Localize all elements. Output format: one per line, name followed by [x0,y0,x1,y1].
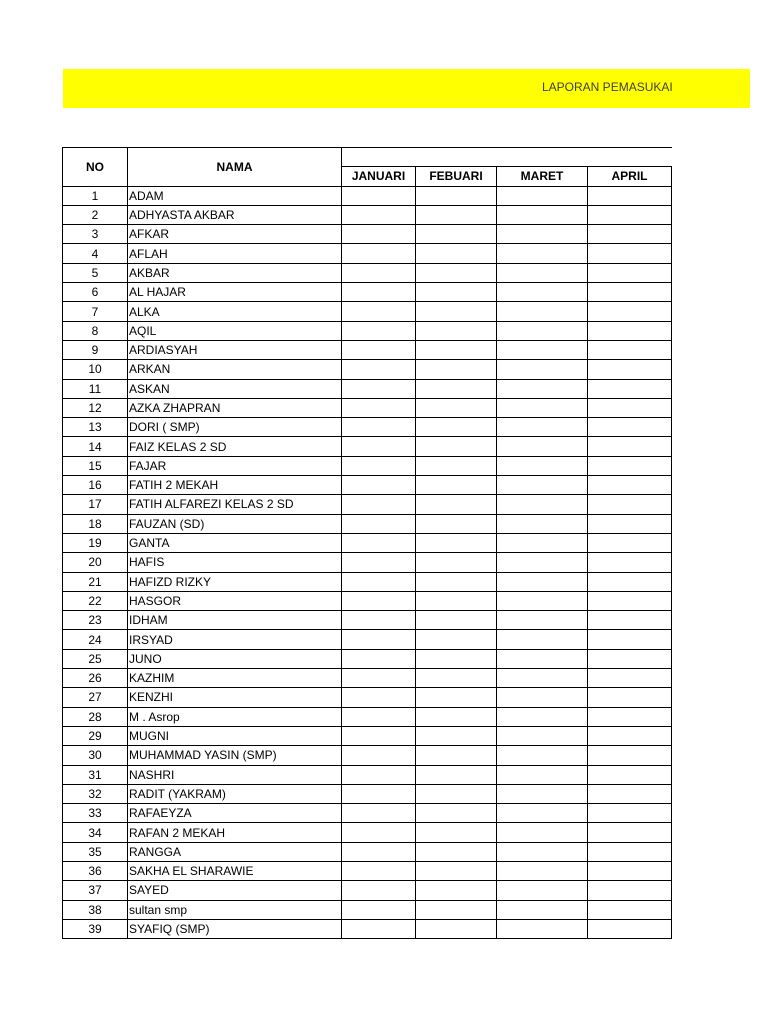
cell-no[interactable]: 6 [63,283,128,302]
cell-no[interactable]: 11 [63,379,128,398]
cell-januari[interactable] [342,707,416,726]
cell-febuari[interactable] [416,263,497,282]
cell-no[interactable]: 9 [63,340,128,359]
table-row [63,900,672,919]
cell-nama[interactable]: KAZHIM [128,669,342,688]
cell-maret[interactable] [497,611,588,630]
cell-maret[interactable] [497,379,588,398]
cell-maret[interactable] [497,360,588,379]
cell-maret[interactable] [497,861,588,880]
cell-april[interactable] [588,495,672,514]
cell-no[interactable]: 21 [63,572,128,591]
cell-maret[interactable] [497,669,588,688]
cell-april[interactable] [588,919,672,938]
cell-febuari[interactable] [416,302,497,321]
cell-maret[interactable] [497,321,588,340]
cell-april[interactable] [588,688,672,707]
cell-febuari[interactable] [416,861,497,880]
cell-febuari[interactable] [416,398,497,417]
cell-januari[interactable] [342,495,416,514]
table-row [63,418,672,437]
cell-januari[interactable] [342,283,416,302]
cell-nama[interactable]: SYAFIQ (SMP) [128,919,342,938]
cell-april[interactable] [588,263,672,282]
cell-febuari[interactable] [416,553,497,572]
cell-febuari[interactable] [416,514,497,533]
header-row-1 [63,148,672,167]
cell-nama[interactable]: SAYED [128,881,342,900]
month-group-header[interactable] [342,148,672,167]
cell-febuari[interactable] [416,379,497,398]
cell-nama[interactable]: AFKAR [128,225,342,244]
cell-maret[interactable] [497,649,588,668]
cell-no[interactable]: 35 [63,842,128,861]
cell-nama[interactable]: MUGNI [128,726,342,745]
cell-april[interactable] [588,765,672,784]
cell-nama[interactable]: FAUZAN (SD) [128,514,342,533]
cell-febuari[interactable] [416,900,497,919]
cell-nama[interactable]: AL HAJAR [128,283,342,302]
table-row [63,572,672,591]
cell-april[interactable] [588,283,672,302]
cell-april[interactable] [588,611,672,630]
report-title-bar [63,69,750,108]
cell-maret[interactable] [497,591,588,610]
cell-maret[interactable] [497,726,588,745]
cell-januari[interactable] [342,321,416,340]
cell-no[interactable]: 17 [63,495,128,514]
cell-maret[interactable] [497,900,588,919]
cell-maret[interactable] [497,302,588,321]
table-row [63,553,672,572]
table-row [63,746,672,765]
table-row [63,379,672,398]
cell-no[interactable]: 30 [63,746,128,765]
cell-no[interactable]: 23 [63,611,128,630]
cell-nama[interactable]: ASKAN [128,379,342,398]
cell-febuari[interactable] [416,881,497,900]
cell-no[interactable]: 29 [63,726,128,745]
cell-maret[interactable] [497,784,588,803]
cell-januari[interactable] [342,456,416,475]
cell-januari[interactable] [342,900,416,919]
cell-no[interactable]: 24 [63,630,128,649]
cell-no[interactable]: 13 [63,418,128,437]
cell-april[interactable] [588,476,672,495]
cell-nama[interactable]: FAIZ KELAS 2 SD [128,437,342,456]
table-row [63,611,672,630]
cell-april[interactable] [588,726,672,745]
cell-no[interactable]: 31 [63,765,128,784]
cell-nama[interactable]: M . Asrop [128,707,342,726]
cell-no[interactable]: 38 [63,900,128,919]
cell-maret[interactable] [497,456,588,475]
table-row [63,823,672,842]
cell-januari[interactable] [342,340,416,359]
cell-januari[interactable] [342,630,416,649]
cell-april[interactable] [588,900,672,919]
cell-febuari[interactable] [416,669,497,688]
cell-maret[interactable] [497,418,588,437]
cell-april[interactable] [588,533,672,552]
cell-januari[interactable] [342,186,416,205]
cell-nama[interactable]: ALKA [128,302,342,321]
cell-januari[interactable] [342,881,416,900]
cell-febuari[interactable] [416,572,497,591]
cell-april[interactable] [588,784,672,803]
cell-maret[interactable] [497,340,588,359]
table-row [63,205,672,224]
cell-januari[interactable] [342,302,416,321]
cell-nama[interactable]: ARKAN [128,360,342,379]
table-row [63,861,672,880]
cell-no[interactable]: 3 [63,225,128,244]
cell-maret[interactable] [497,842,588,861]
cell-nama[interactable]: ARDIASYAH [128,340,342,359]
cell-nama[interactable]: AZKA ZHAPRAN [128,398,342,417]
cell-febuari[interactable] [416,746,497,765]
cell-januari[interactable] [342,418,416,437]
cell-april[interactable] [588,302,672,321]
cell-januari[interactable] [342,205,416,224]
table-row [63,919,672,938]
cell-januari[interactable] [342,649,416,668]
cell-nama[interactable]: NASHRI [128,765,342,784]
cell-no[interactable]: 12 [63,398,128,417]
table-row [63,591,672,610]
cell-januari[interactable] [342,611,416,630]
cell-nama[interactable]: RANGGA [128,842,342,861]
cell-nama[interactable]: ADHYASTA AKBAR [128,205,342,224]
cell-febuari[interactable] [416,804,497,823]
cell-febuari[interactable] [416,495,497,514]
cell-april[interactable] [588,379,672,398]
cell-febuari[interactable] [416,186,497,205]
cell-no[interactable]: 19 [63,533,128,552]
cell-maret[interactable] [497,533,588,552]
cell-januari[interactable] [342,746,416,765]
cell-maret[interactable] [497,707,588,726]
table-body [63,186,672,939]
cell-januari[interactable] [342,553,416,572]
cell-januari[interactable] [342,263,416,282]
cell-nama[interactable]: RAFAN 2 MEKAH [128,823,342,842]
cell-no[interactable]: 25 [63,649,128,668]
cell-nama[interactable]: sultan smp [128,900,342,919]
cell-no[interactable]: 14 [63,437,128,456]
cell-januari[interactable] [342,476,416,495]
cell-januari[interactable] [342,360,416,379]
cell-januari[interactable] [342,765,416,784]
cell-januari[interactable] [342,398,416,417]
cell-febuari[interactable] [416,456,497,475]
cell-januari[interactable] [342,688,416,707]
cell-april[interactable] [588,861,672,880]
cell-febuari[interactable] [416,437,497,456]
cell-nama[interactable]: MUHAMMAD YASIN (SMP) [128,746,342,765]
cell-no[interactable]: 26 [63,669,128,688]
table-row [63,360,672,379]
cell-febuari[interactable] [416,225,497,244]
cell-no[interactable]: 39 [63,919,128,938]
table-row [63,707,672,726]
cell-maret[interactable] [497,514,588,533]
cell-febuari[interactable] [416,784,497,803]
table-row [63,842,672,861]
table-row [63,340,672,359]
cell-maret[interactable] [497,881,588,900]
cell-no[interactable]: 22 [63,591,128,610]
cell-maret[interactable] [497,476,588,495]
column-header-maret[interactable]: MARET [497,167,588,186]
cell-febuari[interactable] [416,919,497,938]
table-row [63,321,672,340]
cell-april[interactable] [588,669,672,688]
cell-febuari[interactable] [416,205,497,224]
cell-januari[interactable] [342,842,416,861]
table-row [63,804,672,823]
cell-febuari[interactable] [416,244,497,263]
cell-maret[interactable] [497,263,588,282]
table-row [63,726,672,745]
cell-april[interactable] [588,186,672,205]
cell-maret[interactable] [497,572,588,591]
cell-no[interactable]: 36 [63,861,128,880]
cell-maret[interactable] [497,765,588,784]
cell-no[interactable]: 32 [63,784,128,803]
cell-febuari[interactable] [416,321,497,340]
cell-febuari[interactable] [416,726,497,745]
cell-januari[interactable] [342,572,416,591]
cell-april[interactable] [588,514,672,533]
cell-maret[interactable] [497,630,588,649]
cell-april[interactable] [588,360,672,379]
cell-febuari[interactable] [416,476,497,495]
table-row [63,649,672,668]
cell-januari[interactable] [342,514,416,533]
cell-maret[interactable] [497,283,588,302]
cell-januari[interactable] [342,379,416,398]
cell-nama[interactable]: RAFAEYZA [128,804,342,823]
cell-april[interactable] [588,553,672,572]
cell-no[interactable]: 15 [63,456,128,475]
cell-april[interactable] [588,572,672,591]
cell-april[interactable] [588,244,672,263]
cell-febuari[interactable] [416,842,497,861]
cell-maret[interactable] [497,398,588,417]
cell-maret[interactable] [497,437,588,456]
cell-nama[interactable]: FATIH ALFAREZI KELAS 2 SD [128,495,342,514]
cell-nama[interactable]: KENZHI [128,688,342,707]
table-row [63,186,672,205]
cell-maret[interactable] [497,746,588,765]
table-row [63,533,672,552]
cell-januari[interactable] [342,919,416,938]
cell-januari[interactable] [342,591,416,610]
cell-januari[interactable] [342,726,416,745]
table-row [63,437,672,456]
cell-april[interactable] [588,321,672,340]
cell-nama[interactable]: AFLAH [128,244,342,263]
table-row [63,514,672,533]
cell-nama[interactable]: AQIL [128,321,342,340]
cell-nama[interactable]: HASGOR [128,591,342,610]
cell-no[interactable]: 16 [63,476,128,495]
cell-no[interactable]: 34 [63,823,128,842]
cell-nama[interactable]: ADAM [128,186,342,205]
cell-maret[interactable] [497,186,588,205]
cell-no[interactable]: 8 [63,321,128,340]
cell-maret[interactable] [497,919,588,938]
cell-april[interactable] [588,437,672,456]
cell-febuari[interactable] [416,283,497,302]
cell-januari[interactable] [342,784,416,803]
cell-no[interactable]: 7 [63,302,128,321]
table-row [63,765,672,784]
cell-januari[interactable] [342,669,416,688]
cell-april[interactable] [588,340,672,359]
table-row [63,225,672,244]
cell-no[interactable]: 33 [63,804,128,823]
table-row [63,630,672,649]
cell-april[interactable] [588,804,672,823]
cell-febuari[interactable] [416,533,497,552]
cell-febuari[interactable] [416,707,497,726]
cell-januari[interactable] [342,244,416,263]
cell-nama[interactable]: GANTA [128,533,342,552]
table-row [63,669,672,688]
table-row [63,495,672,514]
cell-febuari[interactable] [416,418,497,437]
report-table [62,147,672,939]
cell-febuari[interactable] [416,823,497,842]
cell-maret[interactable] [497,495,588,514]
report-title: LAPORAN PEMASUKAI [542,80,673,94]
cell-febuari[interactable] [416,630,497,649]
column-header-januari[interactable]: JANUARI [342,167,416,186]
cell-no[interactable]: 28 [63,707,128,726]
table-row [63,302,672,321]
cell-no[interactable]: 5 [63,263,128,282]
cell-januari[interactable] [342,225,416,244]
cell-april[interactable] [588,591,672,610]
cell-maret[interactable] [497,553,588,572]
table-row [63,476,672,495]
cell-januari[interactable] [342,533,416,552]
cell-maret[interactable] [497,804,588,823]
cell-maret[interactable] [497,225,588,244]
column-header-april[interactable]: APRIL [588,167,672,186]
cell-no[interactable]: 10 [63,360,128,379]
cell-januari[interactable] [342,823,416,842]
cell-april[interactable] [588,649,672,668]
cell-april[interactable] [588,823,672,842]
table-row [63,263,672,282]
table-row [63,244,672,263]
cell-no[interactable]: 1 [63,186,128,205]
table-row [63,283,672,302]
cell-febuari[interactable] [416,360,497,379]
cell-april[interactable] [588,456,672,475]
cell-april[interactable] [588,418,672,437]
cell-febuari[interactable] [416,688,497,707]
cell-nama[interactable]: SAKHA EL SHARAWIE [128,861,342,880]
cell-no[interactable]: 4 [63,244,128,263]
cell-maret[interactable] [497,244,588,263]
cell-april[interactable] [588,205,672,224]
cell-nama[interactable]: FAJAR [128,456,342,475]
cell-nama[interactable]: HAFIS [128,553,342,572]
table-row [63,688,672,707]
cell-nama[interactable]: IRSYAD [128,630,342,649]
cell-no[interactable]: 37 [63,881,128,900]
cell-no[interactable]: 2 [63,205,128,224]
cell-nama[interactable]: HAFIZD RIZKY [128,572,342,591]
cell-maret[interactable] [497,688,588,707]
table-row [63,784,672,803]
cell-april[interactable] [588,746,672,765]
cell-febuari[interactable] [416,765,497,784]
cell-no[interactable]: 18 [63,514,128,533]
cell-no[interactable]: 27 [63,688,128,707]
cell-febuari[interactable] [416,340,497,359]
table-row [63,398,672,417]
cell-nama[interactable]: RADIT (YAKRAM) [128,784,342,803]
cell-nama[interactable]: JUNO [128,649,342,668]
cell-maret[interactable] [497,205,588,224]
cell-januari[interactable] [342,861,416,880]
cell-april[interactable] [588,707,672,726]
table-row [63,456,672,475]
column-header-nama[interactable]: NAMA [128,148,342,187]
cell-april[interactable] [588,842,672,861]
cell-april[interactable] [588,398,672,417]
column-header-febuari[interactable]: FEBUARI [416,167,497,186]
cell-april[interactable] [588,630,672,649]
cell-febuari[interactable] [416,611,497,630]
cell-febuari[interactable] [416,591,497,610]
cell-januari[interactable] [342,437,416,456]
cell-januari[interactable] [342,804,416,823]
cell-nama[interactable]: DORI ( SMP) [128,418,342,437]
cell-nama[interactable]: AKBAR [128,263,342,282]
cell-no[interactable]: 20 [63,553,128,572]
cell-april[interactable] [588,881,672,900]
cell-nama[interactable]: FATIH 2 MEKAH [128,476,342,495]
column-header-no[interactable]: NO [63,148,128,187]
cell-april[interactable] [588,225,672,244]
cell-nama[interactable]: IDHAM [128,611,342,630]
cell-febuari[interactable] [416,649,497,668]
table-row [63,881,672,900]
cell-maret[interactable] [497,823,588,842]
